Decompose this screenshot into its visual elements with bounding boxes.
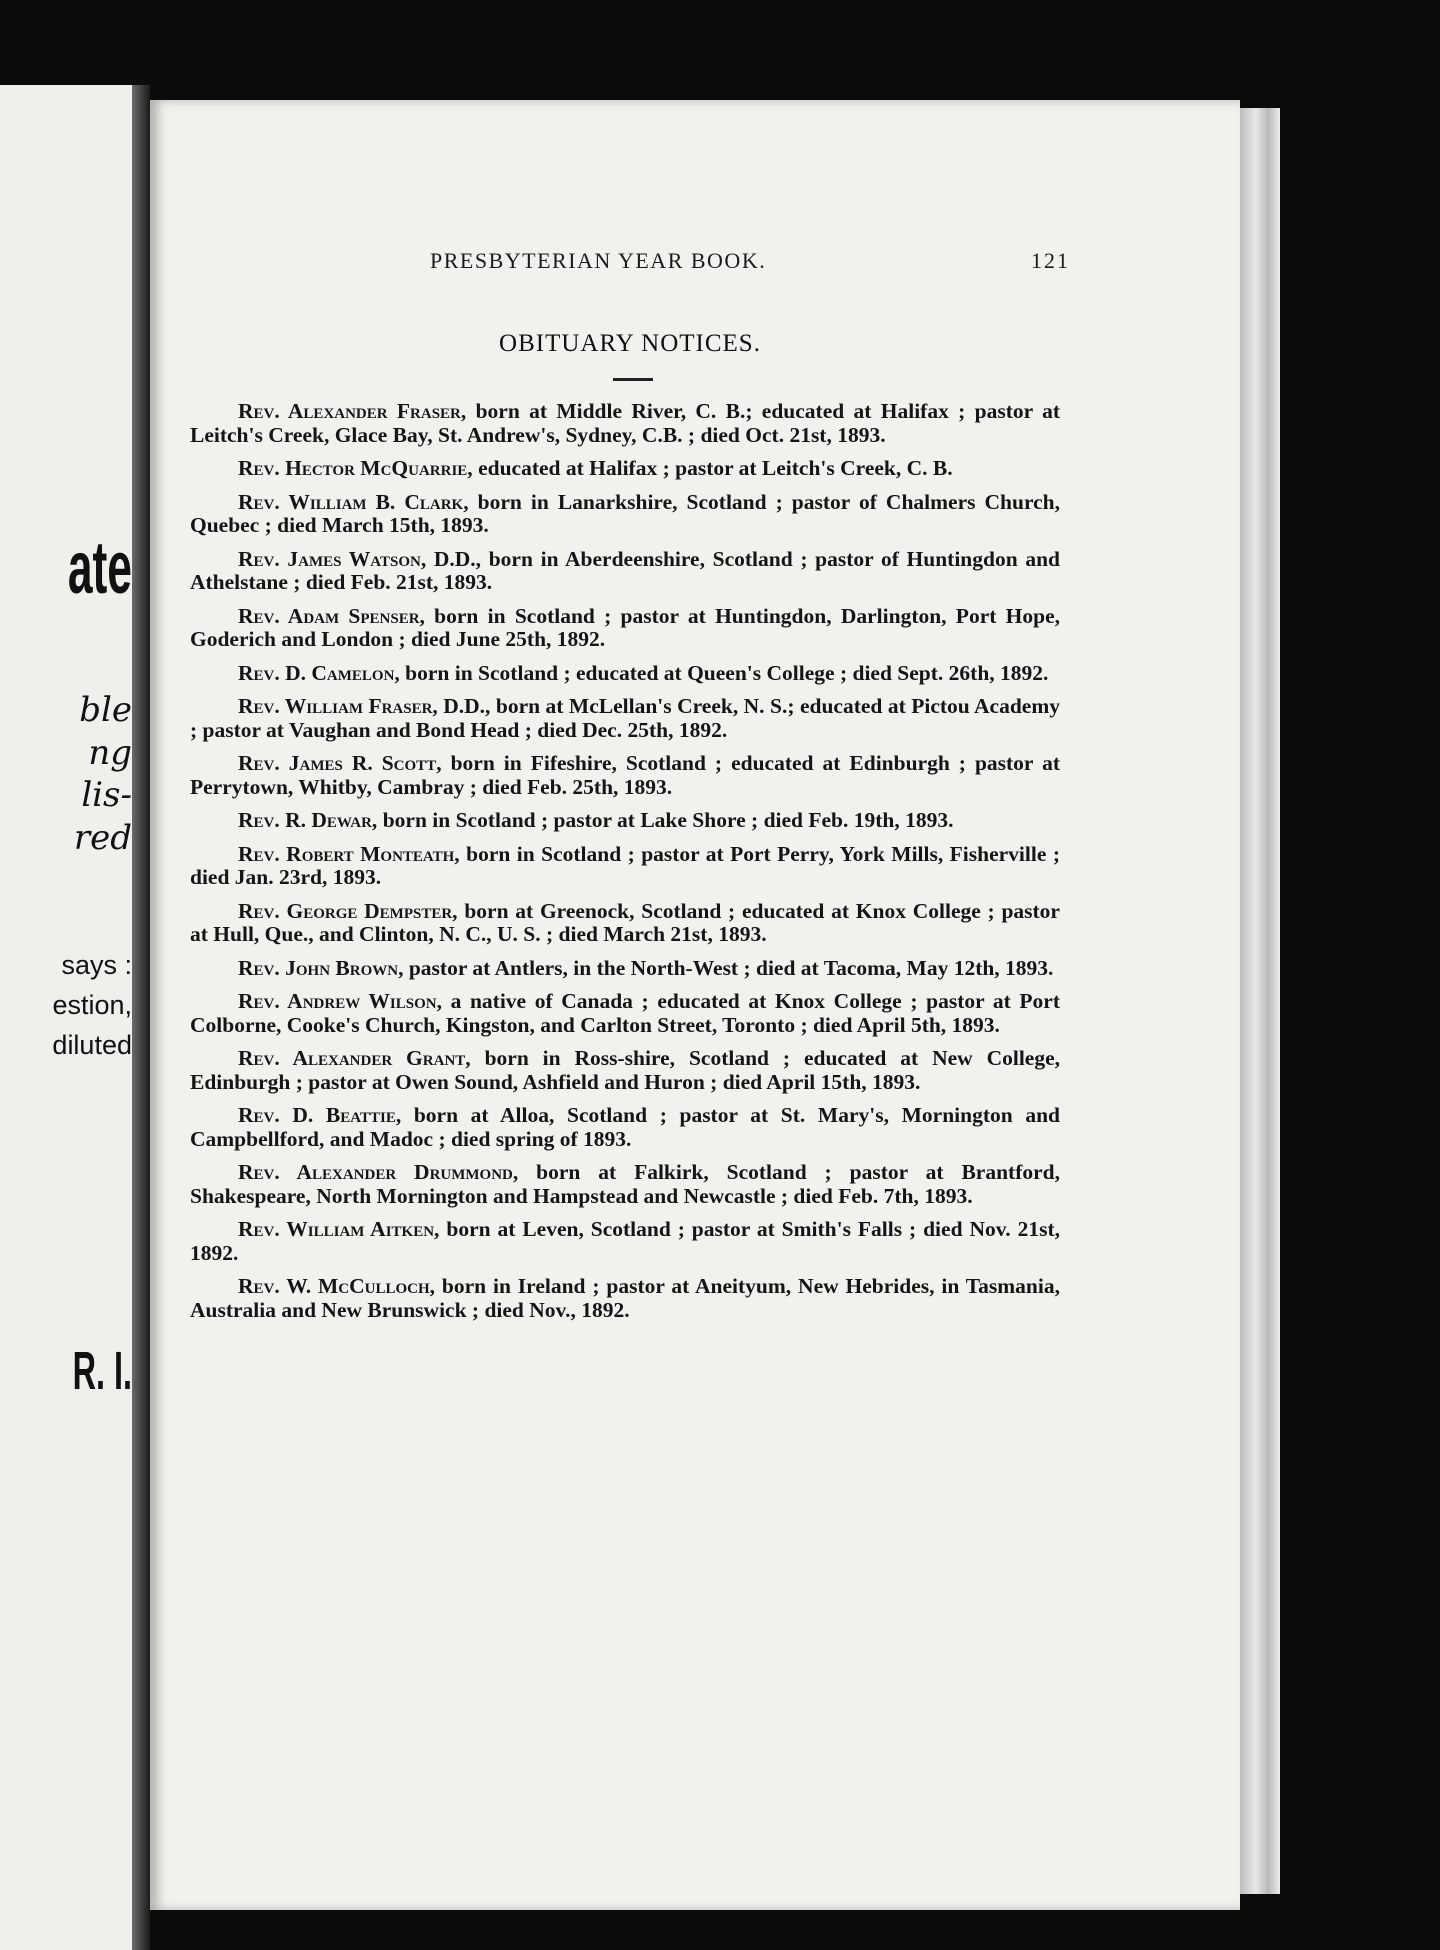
obituary-notice <box>190 809 1060 833</box>
notice-text: a native of Canada ; educated at Knox College ; pastor at Port Colborne, Cooke's Church, Kingston, and Carlton Street, Toronto ; died April 5th, 1893. <box>190 989 1060 1037</box>
deceased-name: Rev. William Fraser, <box>238 694 438 718</box>
deceased-name: Rev. George Dempster, <box>238 898 458 923</box>
page-number: 121 <box>1031 248 1070 273</box>
notice-text: born in Ireland ; pastor at Aneityum, New Hebrides, in Tasmania, Australia and New Brunswick ; died Nov., 1892. <box>190 1274 1060 1322</box>
deceased-name: Rev. R. Dewar, <box>238 808 378 832</box>
left-page-fragment: says : <box>61 950 132 980</box>
deceased-name: Rev. W. McCulloch, <box>238 1274 436 1298</box>
obituary-notice <box>190 1275 1060 1322</box>
left-page-fragment: ate <box>67 526 132 609</box>
obituary-notice <box>190 1161 1060 1208</box>
obituary-notice <box>190 457 1060 481</box>
notice-text: born in Scotland ; pastor at Port Perry, York Mills, Fisherville ; died Jan. 23rd, 1893. <box>190 841 1060 889</box>
deceased-name: Rev. William Aitken, <box>238 1217 440 1241</box>
obituary-notice <box>190 695 1060 742</box>
left-page-fragment: ble <box>79 690 132 730</box>
deceased-name: Rev. Andrew Wilson, <box>238 989 442 1013</box>
deceased-name: Rev. Hector McQuarrie, <box>238 456 473 480</box>
obituary-notice <box>190 605 1060 652</box>
notice-text: D.D., born at McLellan's Creek, N. S.; educated at Pictou Academy ; pastor at Vaughan and Bond Head ; died Dec. 25th, 1892. <box>190 694 1060 742</box>
obituary-list <box>190 400 1060 1332</box>
obituary-notice <box>190 400 1060 447</box>
deceased-name: Rev. William B. Clark, <box>238 489 469 514</box>
left-page-fragment: diluted <box>52 1030 132 1060</box>
deceased-name: Rev. Alexander Fraser, <box>238 399 467 423</box>
book-gutter <box>132 85 150 1950</box>
obituary-notice <box>190 1218 1060 1265</box>
obituary-notice <box>190 990 1060 1037</box>
deceased-name: Rev. James R. Scott, <box>238 751 442 775</box>
title-rule <box>613 378 653 381</box>
deceased-name: Rev. Alexander Grant, <box>238 1046 471 1070</box>
notice-text: born at Greenock, Scotland ; educated at Knox College ; pastor at Hull, Que., and Clinton, N. C., U. S. ; died March 21st, 1893. <box>190 898 1060 946</box>
notice-text: born in Lanarkshire, Scotland ; pastor of Chalmers Church, Quebec ; died March 15th, 1893. <box>190 489 1060 537</box>
left-page-fragment: red <box>73 818 132 858</box>
deceased-name: Rev. John Brown, <box>238 955 404 980</box>
notice-text: born in Fifeshire, Scotland ; educated at Edinburgh ; pastor at Perrytown, Whitby, Cambray ; died Feb. 25th, 1893. <box>190 751 1060 799</box>
obituary-notice <box>190 1104 1060 1151</box>
notice-text: D.D., born in Aberdeenshire, Scotland ; pastor of Huntingdon and Athelstane ; died Feb. 21st, 1893. <box>190 546 1060 594</box>
left-page-fragment: estion, <box>52 990 132 1020</box>
notice-text: born at Leven, Scotland ; pastor at Smith's Falls ; died Nov. 21st, 1892. <box>190 1217 1060 1265</box>
left-page <box>0 85 132 1950</box>
obituary-notice <box>190 752 1060 799</box>
obituary-notice <box>190 491 1060 538</box>
notice-text: pastor at Antlers, in the North-West ; died at Tacoma, May 12th, 1893. <box>403 955 1054 980</box>
deceased-name: Rev. Adam Spenser, <box>238 603 425 628</box>
left-page-fragment: lis- <box>81 775 132 815</box>
notice-text: born at Falkirk, Scotland ; pastor at Brantford, Shakespeare, North Mornington and Hampstead and Newcastle ; died Feb. 7th, 1893. <box>190 1160 1060 1208</box>
running-title: PRESBYTERIAN YEAR BOOK. <box>430 248 767 273</box>
left-page-fragment: ng <box>88 733 132 773</box>
obituary-notice <box>190 900 1060 947</box>
deceased-name: Rev. D. Beattie, <box>238 1103 402 1127</box>
notice-text: born in Scotland ; pastor at Lake Shore ; died Feb. 19th, 1893. <box>377 808 954 832</box>
left-page-fragment: R. I. <box>72 1341 132 1401</box>
obituary-notice <box>190 662 1060 686</box>
deceased-name: Rev. Alexander Drummond, <box>238 1160 519 1184</box>
notice-text: born in Scotland ; pastor at Huntingdon, Darlington, Port Hope, Goderich and London ; died June 25th, 1892. <box>190 603 1060 651</box>
page-edge <box>1240 108 1280 1894</box>
obituary-notice <box>190 843 1060 890</box>
notice-text: born in Ross-shire, Scotland ; educated at New College, Edinburgh ; pastor at Owen Sound, Ashfield and Huron ; died April 15th, 1893. <box>190 1046 1061 1094</box>
obituary-notice <box>190 1047 1060 1094</box>
notice-text: born at Alloa, Scotland ; pastor at St. Mary's, Mornington and Campbellford, and Madoc ; died spring of 1893. <box>190 1103 1060 1151</box>
obituary-notice <box>190 548 1060 595</box>
notice-text: born in Scotland ; educated at Queen's College ; died Sept. 26th, 1892. <box>399 660 1049 685</box>
deceased-name: Rev. James Watson, <box>238 546 427 571</box>
notice-text: educated at Halifax ; pastor at Leitch's Creek, C. B. <box>472 456 953 480</box>
deceased-name: Rev. Robert Monteath, <box>238 841 460 866</box>
deceased-name: Rev. D. Camelon, <box>238 660 400 685</box>
obituary-notice <box>190 957 1060 981</box>
section-title: OBITUARY NOTICES. <box>499 330 761 357</box>
notice-text: born at Middle River, C. B.; educated at Halifax ; pastor at Leitch's Creek, Glace Bay, St. Andrew's, Sydney, C.B. ; died Oct. 21st, 1893. <box>190 399 1061 447</box>
